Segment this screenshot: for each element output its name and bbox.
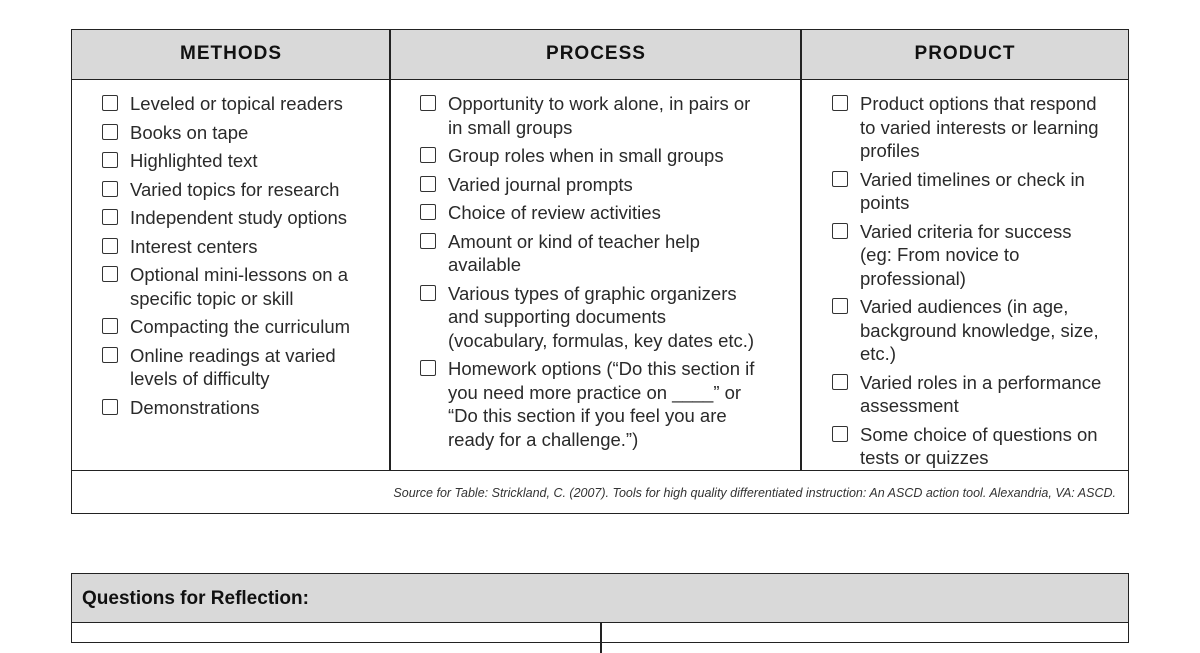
- checklist-item-line: (eg: From novice to: [860, 244, 1020, 265]
- checklist-item-label: [130, 344, 336, 391]
- checklist-item-label: [130, 396, 260, 420]
- checklist-item: [420, 173, 792, 197]
- checklist-item-label: [448, 201, 661, 225]
- checklist-item: [102, 178, 382, 202]
- checkbox[interactable]: [102, 124, 118, 140]
- checklist-item-label: [130, 178, 339, 202]
- checklist-item-label: [860, 92, 1099, 163]
- checklist-item-line: levels of difficulty: [130, 368, 270, 389]
- header-product: PRODUCT: [914, 43, 1016, 64]
- checklist-item-line: Varied timelines or check in: [860, 168, 1085, 190]
- checklist-item-line: assessment: [860, 395, 959, 416]
- checkbox[interactable]: [420, 204, 436, 220]
- checklist-item-label: [130, 263, 348, 310]
- checklist-item-label: [860, 423, 1098, 470]
- checkbox[interactable]: [420, 360, 436, 376]
- checklist-item: [102, 92, 382, 116]
- checkbox[interactable]: [832, 426, 848, 442]
- checklist-item-line: Books on tape: [130, 121, 249, 143]
- reflection-column-divider: [600, 623, 602, 653]
- checkbox[interactable]: [832, 171, 848, 187]
- checklist-item: [420, 92, 792, 139]
- reflection-table: [71, 573, 1129, 643]
- product-column: [832, 92, 1124, 475]
- checklist-item-line: Interest centers: [130, 235, 258, 257]
- checklist-item-line: you need more practice on ____” or: [448, 381, 742, 403]
- checkbox[interactable]: [832, 374, 848, 390]
- checkbox[interactable]: [832, 95, 848, 111]
- checklist-item: [102, 149, 382, 173]
- header-process: PROCESS: [546, 43, 646, 64]
- checklist-item-label: [448, 230, 700, 277]
- checklist-item-line: available: [448, 254, 522, 275]
- reflection-title: Questions for Reflection:: [82, 588, 309, 609]
- checklist-item-label: [448, 92, 750, 139]
- checklist-item: [102, 315, 382, 339]
- checkbox[interactable]: [420, 147, 436, 163]
- checklist-item: [832, 92, 1124, 163]
- checklist-item-line: Independent study options: [130, 207, 348, 228]
- checklist-item-label: [130, 315, 350, 339]
- checklist-item-line: points: [860, 192, 910, 213]
- checklist-item: [832, 295, 1124, 366]
- checklist-item-label: [448, 144, 724, 168]
- checklist-item-label: [860, 371, 1101, 418]
- checklist-item-line: Online readings at varied: [130, 344, 336, 366]
- checklist-item-line: etc.): [860, 343, 896, 364]
- checklist-item-label: [860, 220, 1071, 291]
- checklist-item: [420, 201, 792, 225]
- checklist-item-line: Leveled or topical readers: [130, 93, 343, 114]
- checkbox[interactable]: [102, 181, 118, 197]
- checklist-item-label: [130, 121, 248, 145]
- checklist-item-label: [860, 168, 1085, 215]
- checklist-item-line: background knowledge, size,: [860, 319, 1099, 341]
- checklist-item: [832, 371, 1124, 418]
- checklist-item-line: professional): [860, 267, 966, 289]
- checklist-item-line: Varied audiences (in age,: [860, 296, 1069, 317]
- checklist-item-line: Highlighted text: [130, 150, 258, 171]
- checklist-item-line: Optional mini-lessons on a: [130, 264, 348, 285]
- checklist-item: [420, 144, 792, 168]
- checklist-item-label: [448, 357, 754, 451]
- checklist-item-label: [448, 173, 633, 197]
- checklist-item-line: in small groups: [448, 116, 573, 138]
- checklist-item-line: Opportunity to work alone, in pairs or: [448, 93, 751, 114]
- checklist-item: [832, 220, 1124, 291]
- checkbox[interactable]: [420, 285, 436, 301]
- checklist-item-line: Varied roles in a performance: [860, 371, 1102, 393]
- checkbox[interactable]: [102, 347, 118, 363]
- checkbox[interactable]: [420, 176, 436, 192]
- checkbox[interactable]: [102, 399, 118, 415]
- checklist-item: [102, 263, 382, 310]
- checkbox[interactable]: [420, 233, 436, 249]
- checklist-item-line: Choice of review activities: [448, 202, 661, 223]
- header-methods: METHODS: [180, 43, 282, 64]
- checklist-item: [102, 121, 382, 145]
- checklist-item-line: Product options that respond: [860, 93, 1097, 114]
- checklist-item-line: and supporting documents: [448, 306, 667, 327]
- checklist-item-line: “Do this section if you feel you are: [448, 405, 727, 426]
- checklist-item-line: Some choice of questions on: [860, 423, 1098, 445]
- checklist-item-line: Varied journal prompts: [448, 173, 633, 195]
- checklist-item-line: Various types of graphic organizers: [448, 282, 737, 304]
- source-citation: Source for Table: Strickland, C. (2007). Tools for high quality differentiated instruction: An ASCD action tool. Alexandria, VA: ASCD.: [393, 486, 1116, 500]
- table-header-row: [72, 30, 1128, 80]
- checklist-item-line: Homework options (“Do this section if: [448, 358, 755, 379]
- checklist-item-line: specific topic or skill: [130, 287, 294, 309]
- checklist-item-line: tests or quizzes: [860, 447, 989, 468]
- checklist-item-line: to varied interests or learning: [860, 116, 1099, 138]
- checkbox[interactable]: [420, 95, 436, 111]
- checklist-item-line: Varied topics for research: [130, 178, 340, 200]
- checklist-item-line: Amount or kind of teacher help: [448, 230, 700, 252]
- checkbox[interactable]: [102, 209, 118, 225]
- checklist-item-line: Group roles when in small groups: [448, 145, 724, 166]
- checklist-item-line: (vocabulary, formulas, key dates etc.): [448, 329, 755, 351]
- checkbox[interactable]: [102, 238, 118, 254]
- checkbox[interactable]: [832, 298, 848, 314]
- checklist-item: [832, 423, 1124, 470]
- differentiation-table: [71, 29, 1129, 514]
- checklist-item-line: ready for a challenge.”): [448, 428, 639, 450]
- column-divider: [389, 30, 391, 470]
- checklist-item: [102, 344, 382, 391]
- source-row: [72, 470, 1128, 514]
- checklist-item: [102, 396, 382, 420]
- checklist-item: [832, 168, 1124, 215]
- checklist-item-line: Demonstrations: [130, 396, 260, 418]
- checklist-item-line: Compacting the curriculum: [130, 316, 351, 337]
- checklist-item-label: [130, 206, 347, 230]
- methods-column: [102, 92, 382, 424]
- checkbox[interactable]: [102, 318, 118, 334]
- checkbox[interactable]: [102, 95, 118, 111]
- process-column: [420, 92, 792, 456]
- checklist-item-label: [130, 92, 343, 116]
- checkbox[interactable]: [832, 223, 848, 239]
- checklist-item: [102, 206, 382, 230]
- checklist-item-label: [448, 282, 754, 353]
- checklist-item: [102, 235, 382, 259]
- checklist-item-line: profiles: [860, 140, 920, 161]
- checklist-item-label: [130, 235, 258, 259]
- checklist-item-line: Varied criteria for success: [860, 220, 1072, 242]
- checkbox[interactable]: [102, 152, 118, 168]
- checklist-item: [420, 230, 792, 277]
- checklist-item: [420, 282, 792, 353]
- checklist-item: [420, 357, 792, 451]
- column-divider: [800, 30, 802, 470]
- reflection-header: [72, 574, 1128, 623]
- checklist-item-label: [130, 149, 258, 173]
- checkbox[interactable]: [102, 266, 118, 282]
- checklist-item-label: [860, 295, 1099, 366]
